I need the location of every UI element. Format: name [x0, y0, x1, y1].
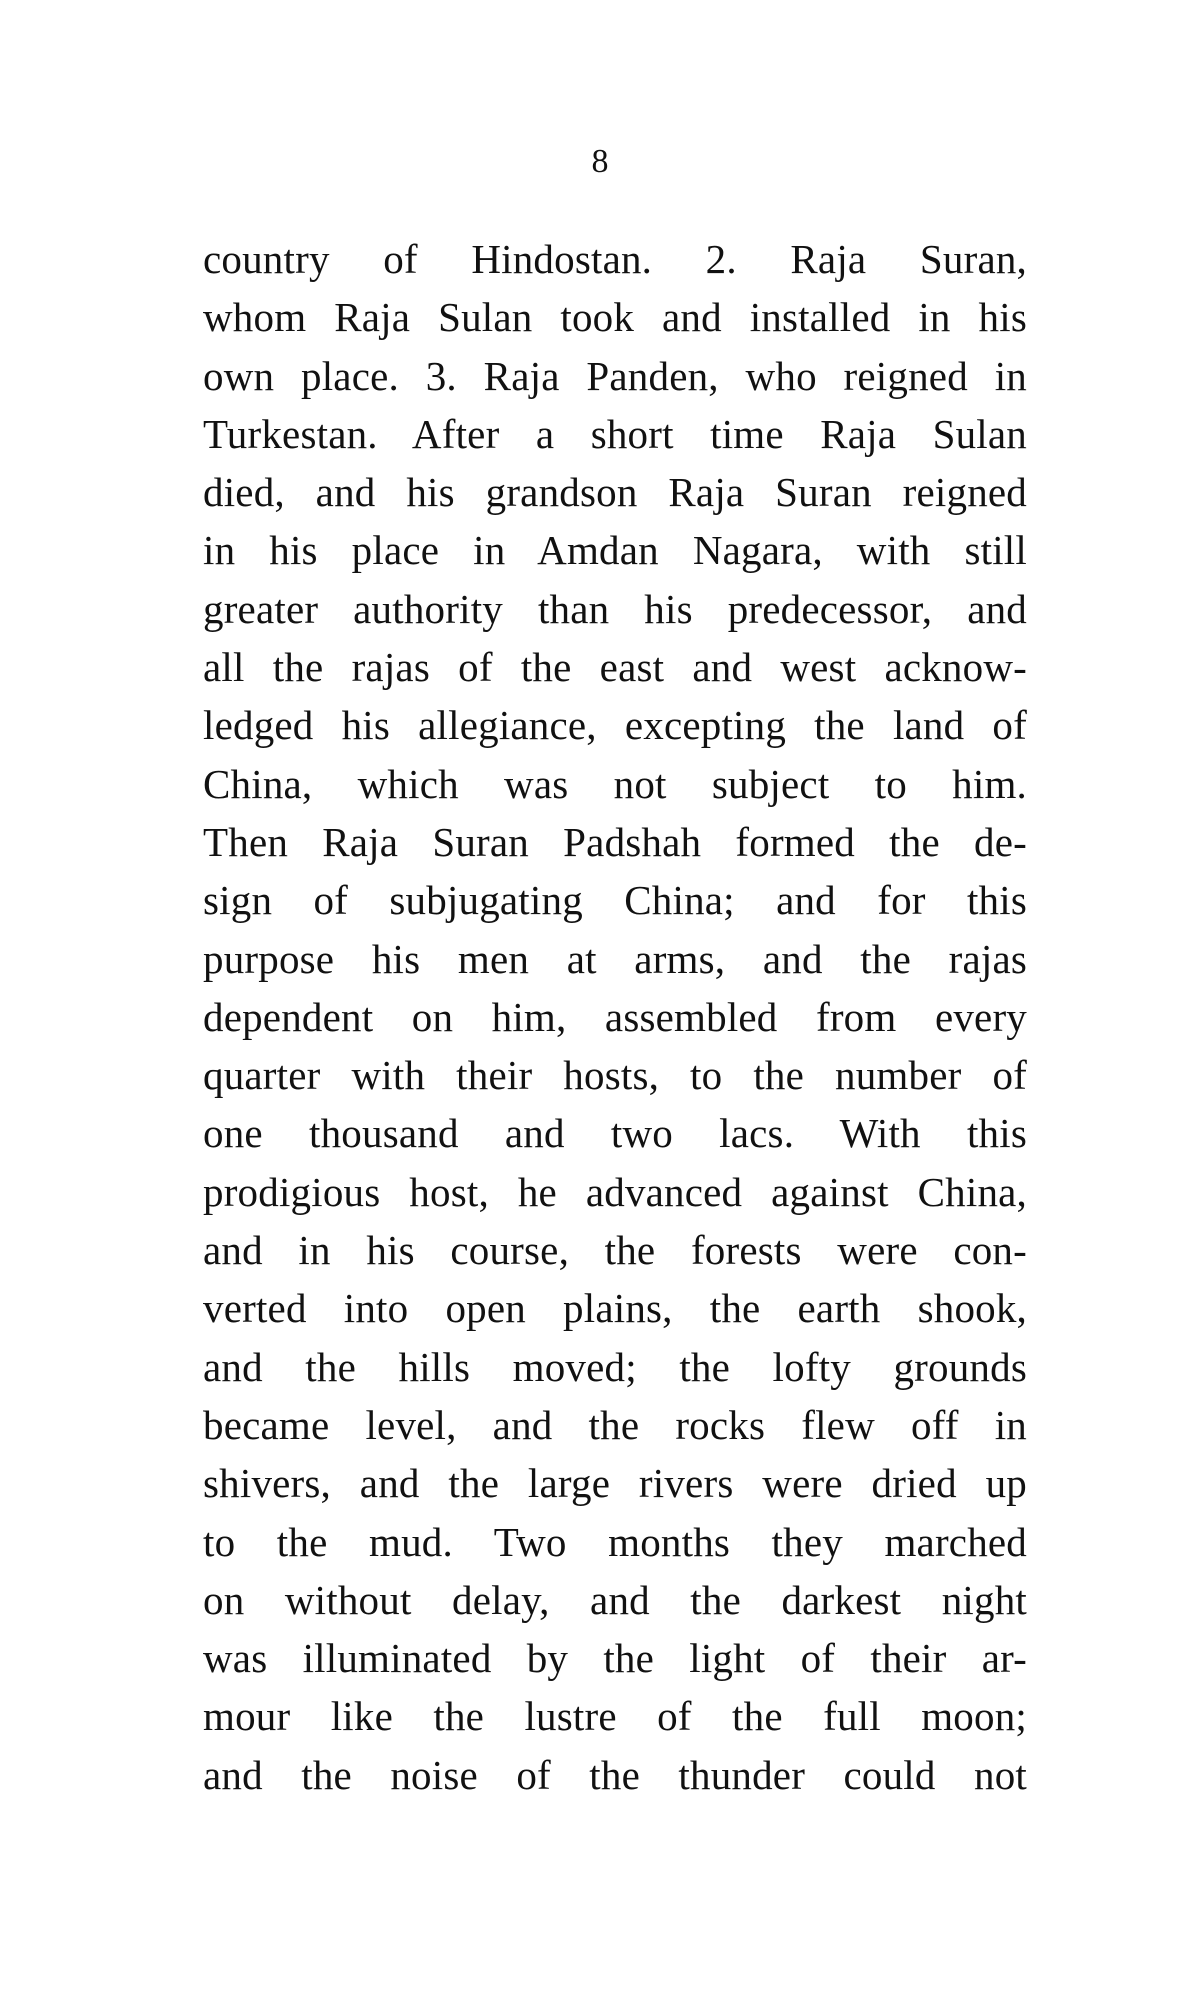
text-line: Turkestan. After a short time Raja Sulan — [203, 410, 1027, 457]
text-line: quarter with their hosts, to the number of — [203, 1052, 1027, 1099]
text-line: country of Hindostan. 2. Raja Suran, — [203, 236, 1027, 282]
text-line: whom Raja Sulan took and installed in his — [203, 294, 1027, 341]
text-line: greater authority than his predecessor, and — [203, 585, 1027, 632]
text-line: became level, and the rocks flew off in — [203, 1401, 1027, 1448]
text-line: Then Raja Suran Padshah formed the de- — [203, 818, 1027, 865]
text-line: dependent on him, assembled from every — [203, 993, 1027, 1040]
text-line: own place. 3. Raja Panden, who reigned in — [203, 352, 1027, 399]
text-line: and the noise of the thunder could not — [203, 1751, 1027, 1798]
text-line: to the mud. Two months they marched — [203, 1518, 1027, 1565]
text-line: ledged his allegiance, excepting the land of — [203, 702, 1027, 749]
text-line: was illuminated by the light of their ar- — [203, 1635, 1027, 1682]
text-line: purpose his men at arms, and the rajas — [203, 935, 1027, 982]
text-line: died, and his grandson Raja Suran reigned — [203, 469, 1027, 516]
text-line: China, which was not subject to him. — [203, 760, 1027, 807]
text-line: verted into open plains, the earth shook, — [203, 1285, 1027, 1332]
text-line: on without delay, and the darkest night — [203, 1576, 1027, 1623]
text-line: and in his course, the forests were con- — [203, 1227, 1027, 1274]
page-number: 8 — [591, 143, 609, 180]
text-line: in his place in Amdan Nagara, with still — [203, 527, 1027, 574]
text-line: shivers, and the large rivers were dried up — [203, 1460, 1027, 1507]
text-line: mour like the lustre of the full moon; — [203, 1693, 1027, 1740]
text-line: all the rajas of the east and west acknow- — [203, 644, 1027, 691]
text-line: sign of subjugating China; and for this — [203, 877, 1027, 924]
text-line: and the hills moved; the lofty grounds — [203, 1343, 1027, 1390]
body-text — [203, 230, 1027, 1804]
text-line: one thousand and two lacs. With this — [203, 1110, 1027, 1157]
text-line: prodigious host, he advanced against China, — [203, 1168, 1027, 1215]
